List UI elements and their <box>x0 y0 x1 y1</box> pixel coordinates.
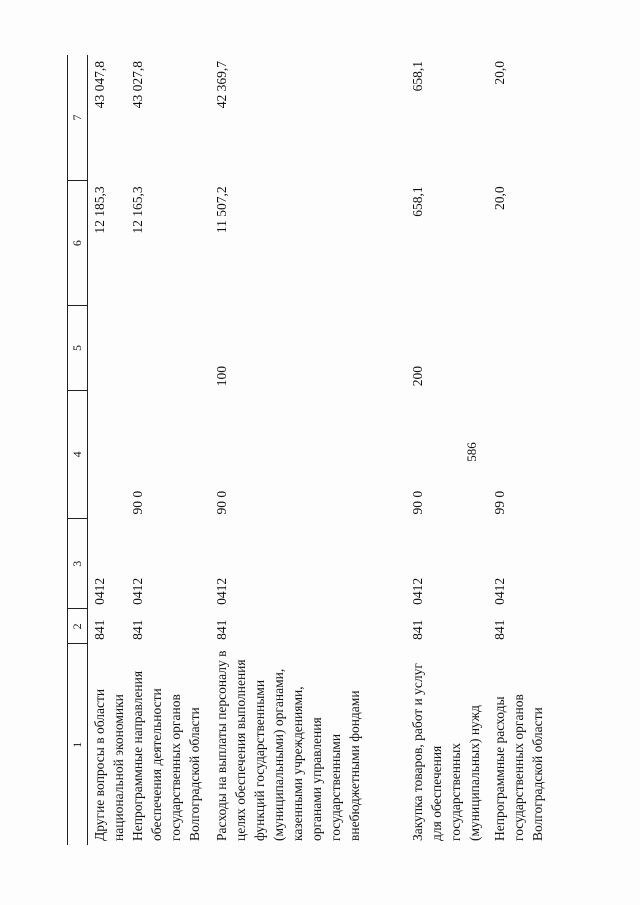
row-code-3: 0412 <box>130 577 145 605</box>
header-col-6: 6 <box>68 180 88 305</box>
row-value-6: 20,0 <box>492 186 507 211</box>
rotated-table-container <box>67 55 545 845</box>
row-name: Закупка товаров, работ и услуг для обеспечения государственных (муниципальных) нужд <box>410 663 482 841</box>
row-name: Непрограммные расходы государственных органов Волгоградской области <box>492 694 545 841</box>
header-col-2: 2 <box>68 609 88 644</box>
header-col-5: 5 <box>68 306 88 391</box>
row-value-7: 43 047,8 <box>88 55 129 180</box>
row-code-4: 90 0 <box>214 490 229 515</box>
table-row <box>408 55 490 845</box>
row-code-4: 90 0 <box>130 490 145 515</box>
row-code-5 <box>128 306 212 391</box>
row-name: Расходы на выплаты персоналу в целях обеспечения выполнения функций государственными (муниципальными) органами, казенными учреждениями, органами управления государственными внебюджетными фондами <box>214 650 362 841</box>
row-value-7: 42 369,7 <box>214 61 229 109</box>
row-code-2: 841 <box>492 619 507 640</box>
header-col-1: 1 <box>68 644 88 845</box>
header-col-4: 4 <box>68 390 88 518</box>
row-value-7: 20,0 <box>492 61 507 85</box>
row-code-2: 841 <box>130 619 145 640</box>
row-code-5: 200 <box>410 366 425 387</box>
header-col-7: 7 <box>68 55 88 180</box>
page-number: 586 <box>464 442 479 462</box>
row-name: Другие вопросы в области национальной экономики <box>88 644 129 845</box>
row-code-2: 841 <box>88 609 129 644</box>
row-code-2: 841 <box>410 619 425 640</box>
row-name: Непрограммные направления обеспечения деятельности государственных органов Волгоградской области <box>130 670 202 841</box>
table-header-row <box>68 55 88 845</box>
row-value-6: 11 507,2 <box>214 186 229 234</box>
row-code-4: 90 0 <box>410 490 425 515</box>
row-code-5: 100 <box>214 366 229 387</box>
row-code-5 <box>490 306 550 391</box>
row-value-6: 658,1 <box>410 186 425 217</box>
header-col-3: 3 <box>68 519 88 609</box>
row-value-6: 12 165,3 <box>130 186 145 234</box>
row-code-2: 841 <box>214 619 229 640</box>
row-code-3: 0412 <box>410 577 425 605</box>
row-code-3: 0412 <box>214 577 229 605</box>
budget-table <box>67 55 550 845</box>
row-code-3: 0412 <box>88 519 129 609</box>
row-value-7: 658,1 <box>410 61 425 92</box>
table-row <box>490 55 550 845</box>
row-value-7: 43 027,8 <box>130 61 145 109</box>
row-code-4 <box>88 390 129 518</box>
table-row <box>212 55 408 845</box>
row-value-6: 12 185,3 <box>88 180 129 305</box>
table-row <box>128 55 212 845</box>
row-code-3: 0412 <box>492 577 507 605</box>
table-row <box>88 55 129 845</box>
row-code-4: 99 0 <box>492 490 507 515</box>
row-code-5 <box>88 306 129 391</box>
